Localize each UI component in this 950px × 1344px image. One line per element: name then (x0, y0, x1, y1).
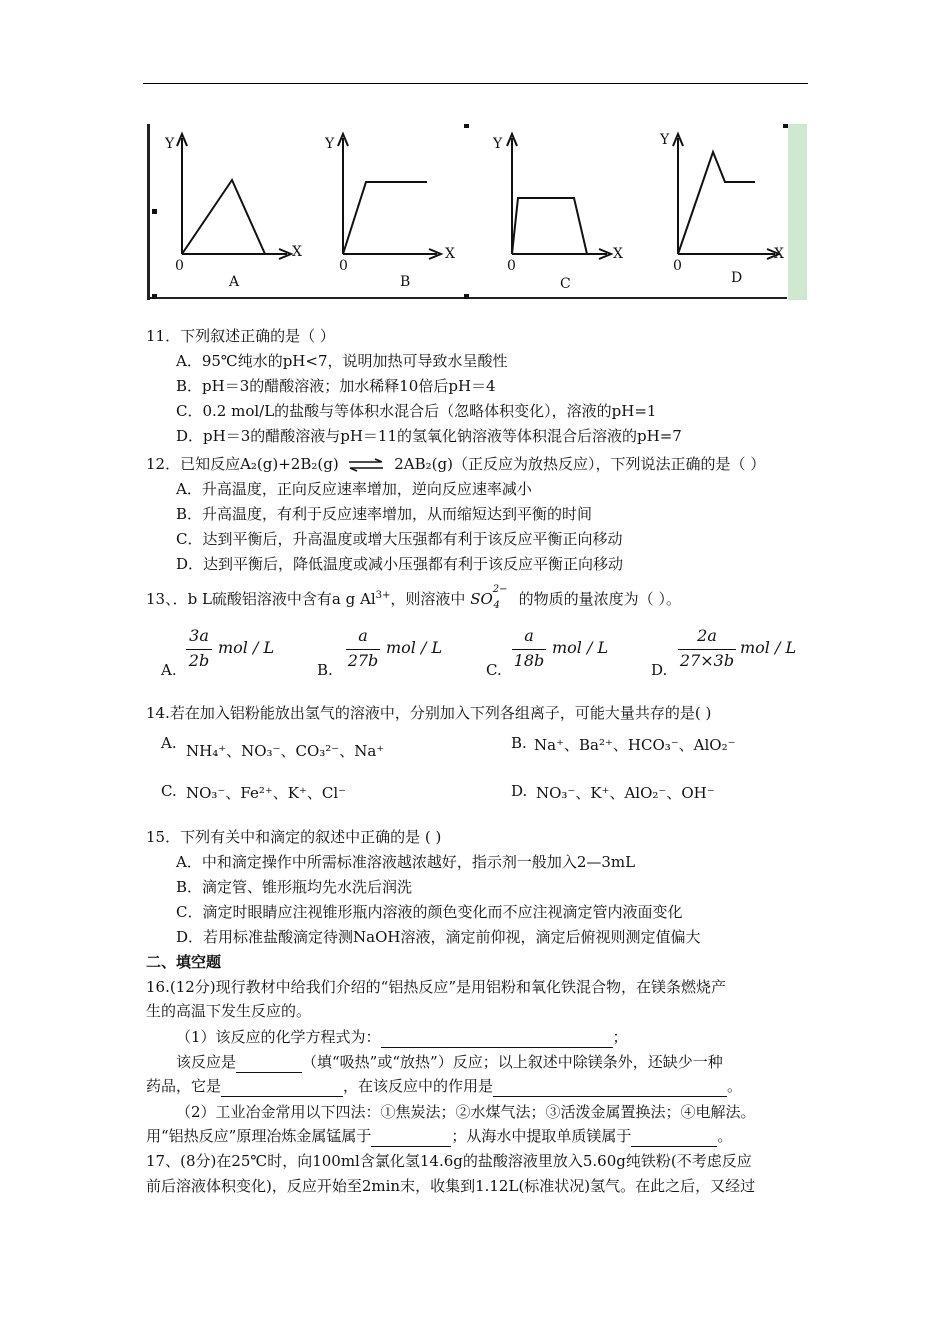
q14-option-a-letter: A. (161, 734, 177, 752)
x-axis-label-C: X (613, 246, 623, 262)
q14-stem: 14.若在加入铝粉能放出氢气的溶液中，分别加入下列各组离子，可能大量共存的是( ) (146, 704, 712, 722)
q16-equation-prompt: （1）该反应的化学方程式为： (176, 1028, 381, 1046)
q12-option-c: C．达到平衡后，升高温度或增大压强都有利于该反应平衡正向移动 (176, 530, 623, 548)
q16-line-6: （2）工业冶金常用以下四法：①焦炭法；②水煤气法；③活泼金属置换法；④电解法。 (176, 1103, 756, 1121)
q16-reaction-type-prompt: 该反应是 (176, 1053, 237, 1071)
q15-option-c: C．滴定时眼睛应注视锥形瓶内溶液的颜色变化而不应注视滴定管内液面变化 (176, 903, 683, 921)
y-axis-label-B: Y (325, 136, 335, 152)
q14-option-b-letter: B. (511, 734, 527, 752)
q17-line-1: 17、(8分)在25℃时，向100ml含氯化氢14.6g的盐酸溶液里放入5.60g纯铁粉(不考虑反应 (146, 1152, 752, 1170)
role-blank[interactable] (493, 1080, 727, 1097)
fraction-bar (678, 649, 736, 650)
panel-label-C: C (560, 276, 571, 292)
origin-label-B: 0 (339, 258, 348, 274)
reaction-type-blank[interactable] (236, 1056, 302, 1073)
q13-d-numerator: 2a (697, 626, 717, 645)
equation-blank[interactable] (381, 1031, 613, 1048)
q12-option-a: A．升高温度，正向反应速率增加，逆向反应速率减小 (176, 480, 532, 498)
q14-option-b-ions: Na⁺、Ba²⁺、HCO₃⁻、AlO₂⁻ (534, 736, 736, 754)
sulfate-charge: 2− (492, 584, 508, 595)
x-axis-label-D: X (774, 246, 784, 262)
q14-option-a-ions: NH₄⁺、NO₃⁻、CO₃²⁻、Na⁺ (186, 742, 385, 760)
q13-b-denominator: 27b (347, 651, 379, 670)
q11-option-a: A．95℃纯水的pH<7，说明加热可导致水呈酸性 (176, 352, 508, 370)
origin-label-A: 0 (175, 258, 184, 274)
fraction-bar (346, 649, 380, 650)
panel-label-D: D (731, 270, 743, 286)
q13-a-numerator: 3a (189, 626, 209, 645)
q12-option-d: D．达到平衡后，降低温度或减小压强都有利于该反应平衡正向移动 (176, 555, 624, 573)
q13-c-denominator: 18b (513, 651, 545, 670)
section-heading: 二、填空题 (146, 953, 222, 971)
q13-d-unit: mol / L (740, 638, 797, 657)
origin-label-C: 0 (507, 258, 516, 274)
q13-c-unit: mol / L (552, 638, 609, 657)
q16-role-prompt: ，在该反应中的作用是 (343, 1077, 494, 1095)
q14-option-d-letter: D. (511, 782, 528, 800)
q13-stem (146, 585, 681, 613)
x-axis-label-B: X (445, 246, 455, 262)
magnesium-method-blank[interactable] (631, 1130, 717, 1147)
fraction-bar (512, 649, 546, 650)
sulfate-subscript: 4 (493, 600, 500, 611)
q13-d-denominator: 27×3b (679, 651, 735, 670)
q13-option-d-letter: D. (651, 661, 668, 679)
q13-option-b-letter: B. (317, 661, 333, 679)
x-axis-label-A: X (292, 244, 302, 260)
y-axis-label-D: Y (660, 132, 670, 148)
q11-option-b: B．pH＝3的醋酸溶液；加水稀释10倍后pH＝4 (176, 377, 496, 395)
q15-stem: 15．下列有关中和滴定的叙述中正确的是 ( ) (146, 828, 442, 846)
q12-stem (146, 453, 765, 475)
q16-end-period: 。 (717, 1127, 733, 1145)
frame-left-bar (147, 124, 150, 300)
q13-stem-pre: 13、．b L硫酸铝溶液中含有a g Al (146, 590, 376, 608)
q13-option-c-letter: C. (486, 661, 502, 679)
q13-stem-mid: ，则溶液中 (390, 590, 466, 608)
q16-line-4 (176, 1051, 723, 1073)
q13-a-unit: mol / L (218, 638, 275, 657)
q15-option-a: A．中和滴定操作中所需标准溶液越浓越好，指示剂一般加入2—3mL (176, 853, 636, 871)
q14-option-c-letter: C. (161, 782, 177, 800)
q16-line-3 (176, 1026, 628, 1048)
fraction-bar (186, 649, 212, 650)
q11-stem: 11．下列叙述正确的是（ ） (146, 327, 335, 345)
q16-reaction-type-hint: （填“吸热”或“放热”）反应；以上叙述中除镁条外，还缺少一种 (302, 1053, 723, 1071)
equilibrium-arrow-icon (347, 458, 385, 472)
q16-period: 。 (727, 1077, 743, 1095)
panel-label-B: B (400, 274, 411, 290)
q17-line-2: 前后溶液体积变化)，反应开始至2min末，收集到1.12L(标准状况)氢气。在此之后，又经过 (146, 1177, 756, 1195)
header-rule (143, 83, 808, 84)
q16-line-2: 生的高温下发生反应的。 (146, 1002, 312, 1020)
q14-option-d-ions: NO₃⁻、K⁺、AlO₂⁻、OH⁻ (536, 784, 715, 802)
y-axis-label-A: Y (165, 136, 175, 152)
q11-option-c: C．0.2 mol/L的盐酸与等体积水混合后（忽略体积变化），溶液的pH=1 (176, 402, 657, 420)
al-charge: 3+ (375, 590, 391, 601)
q16-line-1: 16.(12分)现行教材中给我们介绍的“铝热反应”是用铝粉和氧化铁混合物，在镁条燃烧产 (146, 978, 726, 996)
q16-reagent-prompt: 药品，它是 (146, 1077, 222, 1095)
q12-option-b: B．升高温度，有利于反应速率增加，从而缩短达到平衡的时间 (176, 505, 593, 523)
q15-option-b: B．滴定管、锥形瓶均先水洗后润洗 (176, 878, 413, 896)
sulfate-symbol: SO (470, 590, 493, 608)
y-axis-label-C: Y (493, 136, 503, 152)
q16-magnesium-prompt: ；从海水中提取单质镁属于 (451, 1127, 632, 1145)
q13-c-numerator: a (524, 626, 534, 645)
q16-manganese-prompt: 用“铝热反应”原理冶炼金属锰属于 (146, 1127, 372, 1145)
q13-b-unit: mol / L (386, 638, 443, 657)
q13-option-a-letter: A. (161, 661, 177, 679)
origin-label-D: 0 (673, 258, 682, 274)
frame-right-band (788, 124, 807, 300)
q16-line-7 (146, 1125, 732, 1147)
q13-b-numerator: a (358, 626, 368, 645)
q16-semicolon: ； (612, 1028, 628, 1046)
q14-option-c-ions: NO₃⁻、Fe²⁺、K⁺、Cl⁻ (186, 784, 347, 802)
q13-a-denominator: 2b (188, 651, 210, 670)
reagent-blank[interactable] (221, 1080, 343, 1097)
graph-figure (147, 124, 807, 300)
q12-stem-pre: 12．已知反应A₂(g)+2B₂(g) (146, 455, 339, 473)
q13-stem-post: 的物质的量浓度为（ ）。 (518, 590, 681, 608)
manganese-method-blank[interactable] (371, 1130, 451, 1147)
q16-line-5 (146, 1075, 742, 1097)
q11-option-d: D．pH＝3的醋酸溶液与pH＝11的氢氧化钠溶液等体积混合后溶液的pH=7 (176, 427, 682, 445)
graphs-svg (147, 124, 807, 300)
sulfate-ion (470, 584, 514, 611)
q15-option-d: D．若用标准盐酸滴定待测NaOH溶液，滴定前仰视，滴定后俯视则测定值偏大 (176, 928, 701, 946)
q12-stem-post: 2AB₂(g)（正反应为放热反应），下列说法正确的是（ ） (394, 455, 766, 473)
panel-label-A: A (229, 274, 240, 290)
